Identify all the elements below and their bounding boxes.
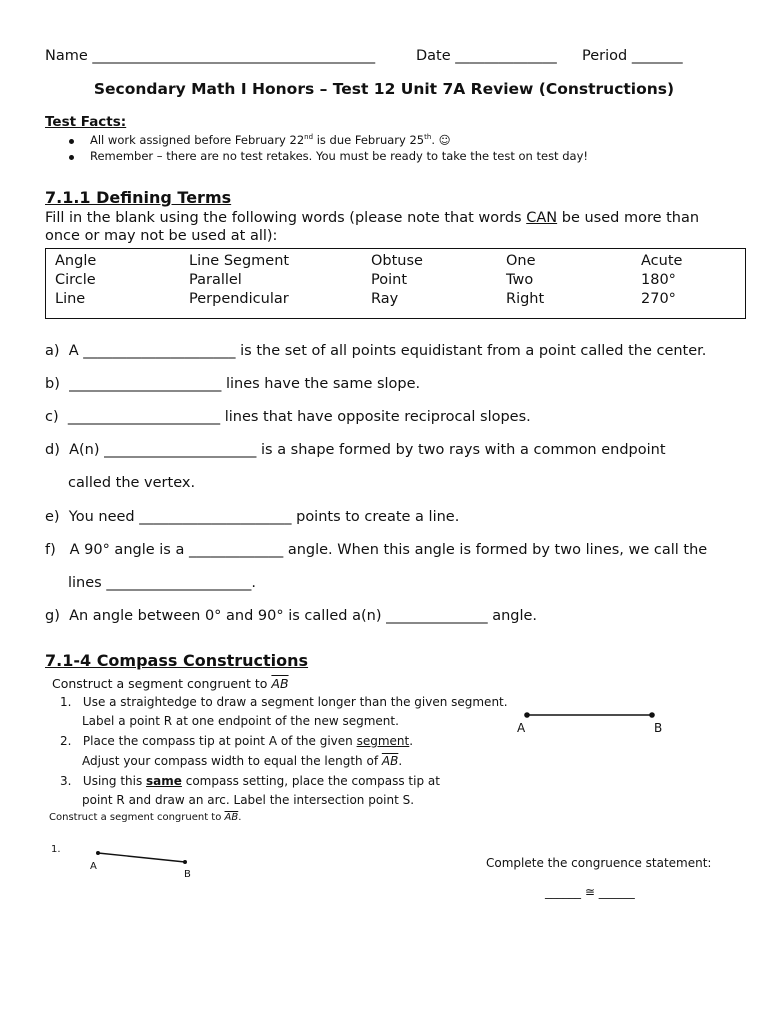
question-f-cont: lines ____________________. [68, 575, 256, 591]
step-2: 2. Place the compass tip at point A of the given segment. [60, 734, 414, 748]
answer-blank[interactable]: _____________________ [104, 442, 257, 458]
word: Acute [641, 253, 683, 269]
answer-blank[interactable]: ____________________ [106, 575, 252, 591]
problem-number: 1. [51, 844, 61, 855]
problem-label-b: B [184, 869, 191, 880]
example-label-a: A [517, 721, 526, 735]
question-a: a) A _____________________ is the set of all points equidistant from a point called the center. [45, 343, 707, 359]
answer-blank[interactable]: _____________________ [139, 509, 292, 525]
answer-blank[interactable]: _____________________ [83, 343, 236, 359]
question-d: d) A(n) _____________________ is a shape formed by two rays with a common endpoint [45, 442, 666, 458]
example-point-a [524, 712, 530, 718]
date-label: Date [416, 48, 451, 64]
question-f: f) A 90° angle is a _____________ angle. When this angle is formed by two lines, we call the [45, 542, 708, 558]
problem-point-a [96, 851, 100, 855]
question-g: g) An angle between 0° and 90° is called a(n) ______________ angle. [45, 608, 538, 624]
answer-blank[interactable]: _____________ [188, 542, 284, 558]
answer-blank[interactable]: _____________________ [69, 376, 222, 392]
instructions: Fill in the blank using the following words (please note that words CAN be used more than [45, 210, 700, 226]
word: Angle [55, 253, 97, 269]
step-3: 3. Using this same compass setting, place the compass tip at [60, 774, 440, 788]
answer-blank[interactable]: _____________________ [67, 409, 221, 425]
test-facts-heading: Test Facts: [45, 114, 127, 130]
question-d-cont: called the vertex. [68, 475, 196, 491]
test-fact-bullet: All work assigned before February 22nd is due February 25th. ☺ [90, 133, 451, 147]
word: One [506, 253, 536, 269]
construct-small-title: Construct a segment congruent to $\overline{AB}$. [49, 812, 242, 823]
question-c: c) _____________________ lines that have opposite reciprocal slopes. [45, 409, 531, 425]
word: Line [55, 291, 86, 307]
word: Two [506, 272, 534, 288]
word: 180° [641, 272, 676, 288]
step-3-cont: point R and draw an arc. Label the intersection point S. [82, 793, 415, 807]
word: Ray [371, 291, 399, 307]
congruence-blank[interactable]: ______ [598, 885, 635, 899]
date-line[interactable]: ______________ [455, 48, 557, 64]
word: Parallel [189, 272, 242, 288]
step-2-cont: Adjust your compass width to equal the length of $\overline{AB}$. [82, 754, 403, 768]
congruence-blank[interactable]: ______ [545, 885, 581, 899]
word: Obtuse [371, 253, 423, 269]
word: Perpendicular [189, 291, 289, 307]
word: Line Segment [189, 253, 290, 269]
problem-label-a: A [90, 861, 97, 872]
word: Circle [55, 272, 96, 288]
congruence-prompt: Complete the congruence statement: [486, 856, 712, 870]
problem-segment-ab [98, 853, 185, 862]
period-line[interactable]: _______ [631, 48, 683, 64]
section-heading-defining-terms: 7.1.1 Defining Terms [45, 188, 232, 207]
problem-point-b [183, 860, 187, 864]
construct-title: Construct a segment congruent to $\overline{AB}$ [52, 676, 289, 691]
word: Point [371, 272, 408, 288]
answer-blank[interactable]: ______________ [386, 608, 488, 624]
test-fact-bullet: Remember – there are no test retakes. You must be ready to take the test on test day! [90, 149, 588, 163]
example-label-b: B [654, 721, 663, 735]
section-heading-compass: 7.1-4 Compass Constructions [45, 651, 309, 670]
name-line[interactable]: _______________________________________ [92, 48, 376, 64]
question-b: b) _____________________ lines have the same slope. [45, 376, 421, 392]
word: Right [506, 291, 545, 307]
page-title: Secondary Math I Honors – Test 12 Unit 7A Review (Constructions) [93, 80, 675, 98]
example-point-b [649, 712, 655, 718]
period-label: Period [582, 48, 628, 64]
instructions-cont: once or may not be used at all): [45, 228, 278, 244]
name-label: Name [45, 48, 88, 64]
congruence-statement: ______ ≅ ______ [545, 885, 635, 899]
question-e: e) You need _____________________ points to create a line. [45, 509, 460, 525]
word: 270° [641, 291, 676, 307]
step-1-cont: Label a point R at one endpoint of the new segment. [82, 714, 399, 728]
step-1: 1. Use a straightedge to draw a segment longer than the given segment. [60, 695, 508, 709]
